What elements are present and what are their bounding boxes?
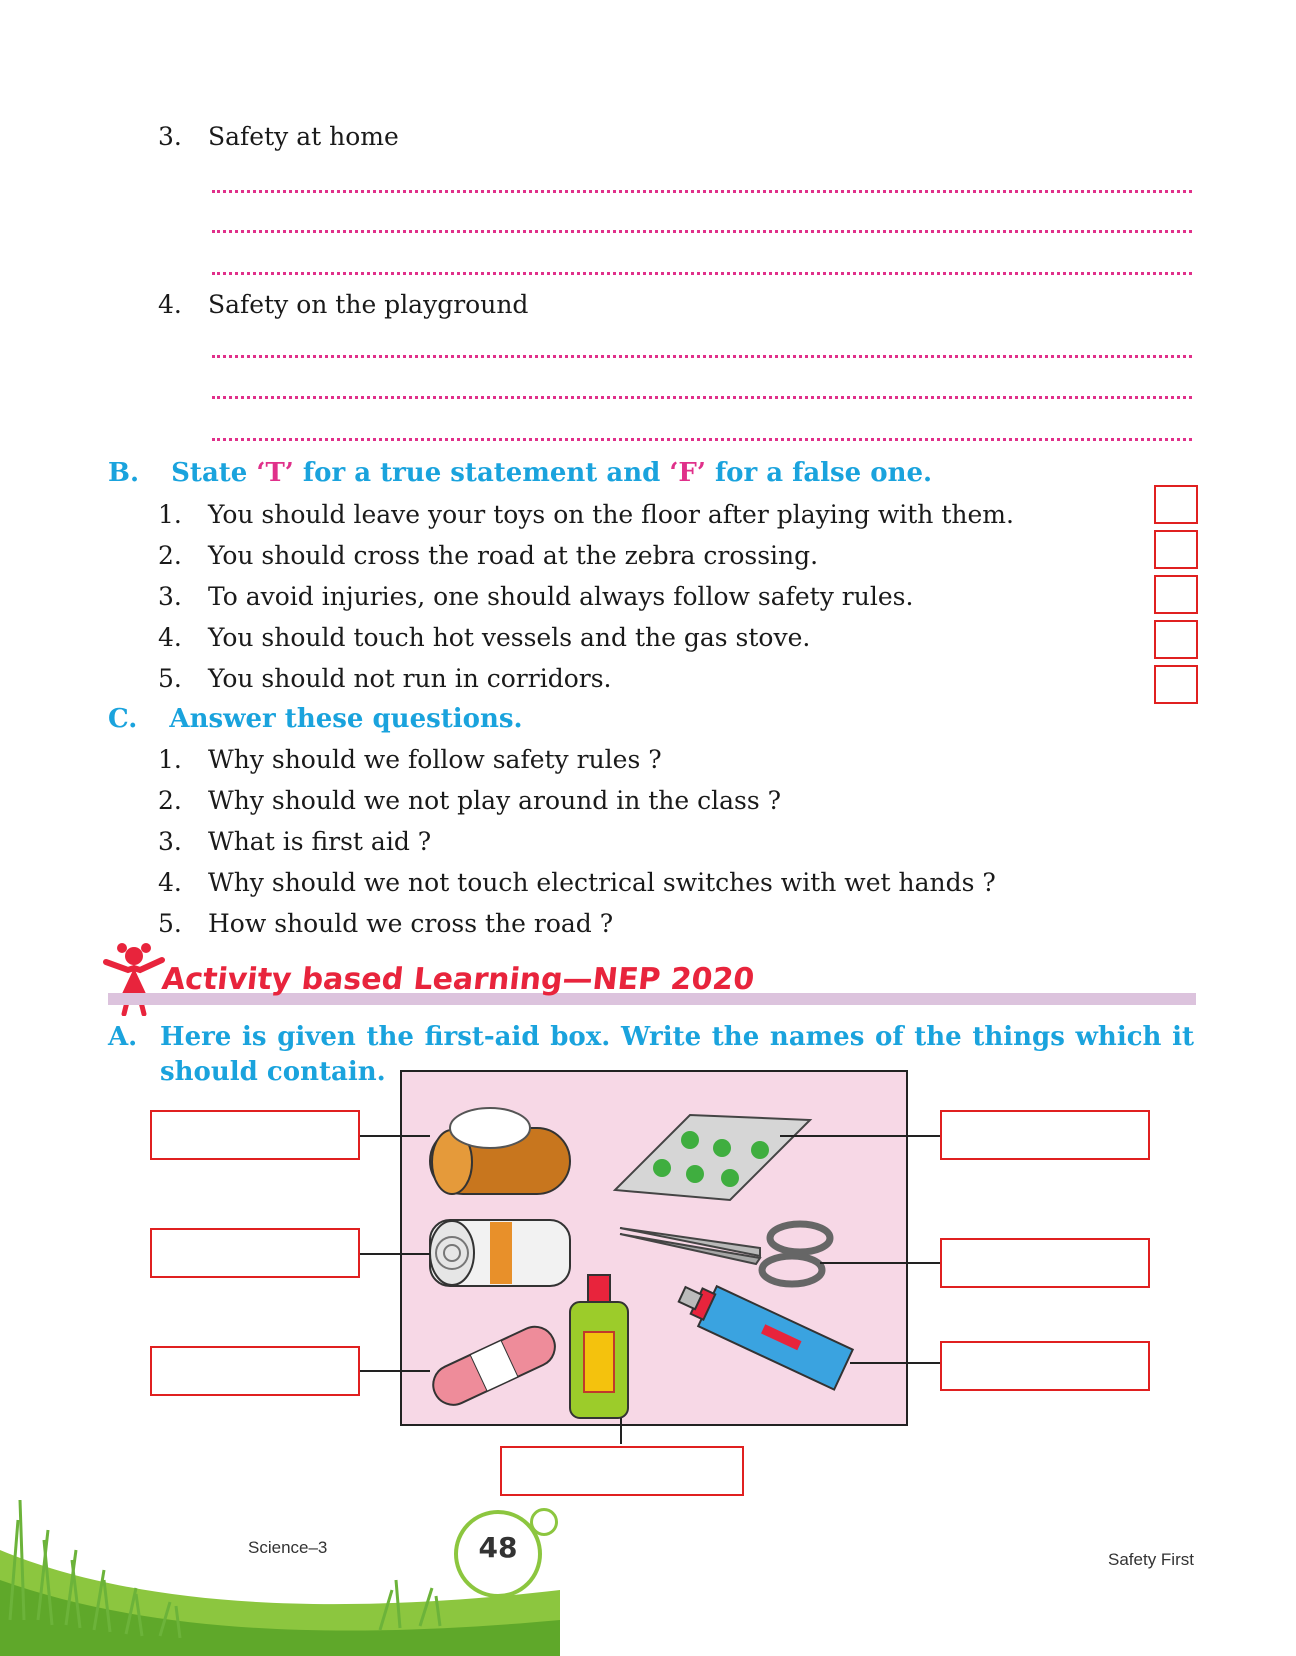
statement: You should cross the road at the zebra crossing. — [208, 541, 819, 570]
heading-text: State — [171, 458, 257, 488]
answer-line[interactable] — [212, 272, 1192, 275]
item-number: 4. — [158, 623, 182, 652]
connector-line — [360, 1253, 430, 1255]
bandage-roll-icon — [430, 1220, 570, 1286]
item-number: 3. — [158, 582, 182, 611]
label-answer-box[interactable] — [940, 1110, 1150, 1160]
heading-text: for a false one. — [705, 458, 933, 488]
true-mark: ‘T’ — [256, 458, 294, 488]
label-answer-box[interactable] — [940, 1238, 1150, 1288]
item-safety-playground: Safety on the playground — [208, 290, 529, 319]
tf-answer-box[interactable] — [1154, 530, 1198, 569]
question: How should we cross the road ? — [208, 909, 614, 938]
section-letter: C. — [108, 704, 138, 734]
heading-text: for a true statement and — [293, 458, 670, 488]
page-number: 48 — [478, 1531, 518, 1564]
false-mark: ‘F’ — [669, 458, 706, 488]
label-answer-box[interactable] — [150, 1346, 360, 1396]
question: Why should we not play around in the class ? — [208, 786, 782, 815]
connector-line — [620, 1418, 622, 1444]
statement: You should touch hot vessels and the gas stove. — [208, 623, 811, 652]
item-safety-at-home: Safety at home — [208, 122, 399, 151]
label-answer-box[interactable] — [150, 1228, 360, 1278]
label-answer-box[interactable] — [940, 1341, 1150, 1391]
item-number: 1. — [158, 500, 182, 529]
connector-line — [850, 1362, 942, 1364]
statement: To avoid injuries, one should always follow safety rules. — [208, 582, 914, 611]
question: Why should we follow safety rules ? — [208, 745, 662, 774]
label-answer-box[interactable] — [150, 1110, 360, 1160]
item-number: 3. — [158, 122, 182, 151]
activity-question-line1: Here is given the first-aid box. Write the names of the things which it — [160, 1022, 1194, 1052]
answer-line[interactable] — [212, 396, 1192, 399]
connector-line — [820, 1262, 942, 1264]
item-number: 2. — [158, 541, 182, 570]
tf-answer-box[interactable] — [1154, 620, 1198, 659]
statement: You should leave your toys on the floor after playing with them. — [208, 500, 1014, 529]
connector-line — [780, 1135, 942, 1137]
tf-answer-box[interactable] — [1154, 575, 1198, 614]
activity-question-line2: should contain. — [160, 1057, 386, 1087]
answer-line[interactable] — [212, 190, 1192, 193]
activity-letter: A. — [108, 1022, 138, 1052]
item-number: 1. — [158, 745, 182, 774]
activity-banner-title: Activity based Learning—NEP 2020 — [160, 962, 756, 997]
connector-line — [360, 1370, 430, 1372]
heading-text: Answer these questions. — [169, 704, 523, 734]
connector-line — [360, 1135, 430, 1137]
item-number: 4. — [158, 868, 182, 897]
answer-line[interactable] — [212, 230, 1192, 233]
tf-answer-box[interactable] — [1154, 485, 1198, 524]
item-number: 4. — [158, 290, 182, 319]
answer-line[interactable] — [212, 355, 1192, 358]
footer-subject: Science–3 — [248, 1538, 328, 1557]
item-number: 2. — [158, 786, 182, 815]
tf-answer-box[interactable] — [1154, 665, 1198, 704]
item-number: 5. — [158, 664, 182, 693]
item-number: 3. — [158, 827, 182, 856]
section-c-heading — [108, 704, 523, 734]
question: What is first aid ? — [208, 827, 432, 856]
first-aid-items-image — [400, 1070, 908, 1426]
item-number: 5. — [158, 909, 182, 938]
statement: You should not run in corridors. — [208, 664, 612, 693]
answer-line[interactable] — [212, 438, 1192, 441]
footer-chapter: Safety First — [1108, 1550, 1194, 1569]
question: Why should we not touch electrical switches with wet hands ? — [208, 868, 996, 897]
section-letter: B. — [108, 458, 140, 488]
section-b-heading — [108, 458, 932, 488]
